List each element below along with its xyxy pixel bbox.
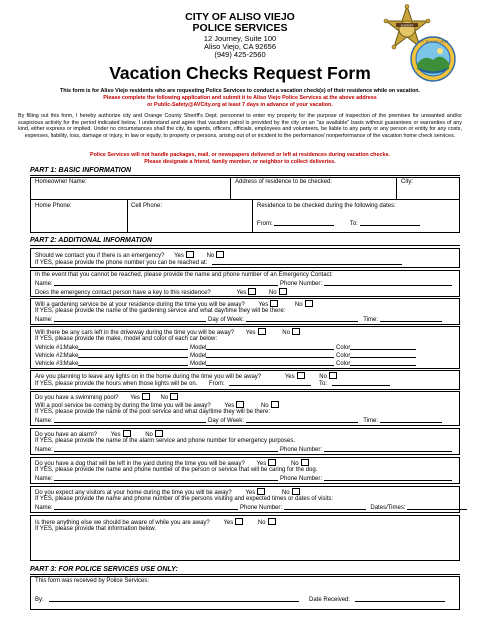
dog-name-field[interactable] — [54, 475, 278, 481]
emergency-if-yes: If YES, please provide the phone number you can be reached at: — [35, 260, 208, 266]
vehicle1-model-field[interactable] — [206, 344, 334, 350]
visitors-dates-field[interactable] — [407, 504, 467, 510]
homeowner-label: Homeowner Name: — [35, 179, 87, 185]
disclaimer: By filling out this form, I hereby authorize city and Orange County Sheriff's Dept. personnel to enter my property for the purpose of inspection of the premises for unwanted and/or suspicious activity for the period indicated below. I understand and agree that vacation patrol is provided by the city on an "as available" basis without guarantees or warranties of any kind, either express or implied. Under no circumstances shall the city, its agents, officers, officials, employees and volunteers, be liable to any party or any person or entity for any costs, expenses, liability, loss, damage or injury, in law or equity, to property or persons, arising out of or incident to the performance/ nonperformance of the vacation home check services. — [18, 113, 462, 139]
color-label: Color — [336, 353, 351, 359]
from-to-row — [257, 220, 420, 229]
contact-question: In the event that you cannot be reached, please provide the name and phone number of an Emergency Contact: — [35, 272, 333, 278]
date-received-field[interactable] — [355, 596, 445, 602]
day-of-week-label: Day of Week: — [208, 317, 244, 323]
lights-no-checkbox[interactable] — [329, 372, 337, 379]
page-title: Vacation Checks Request Form — [109, 63, 371, 83]
name-label: Name: — [35, 317, 53, 323]
day-of-week-label: Day of Week: — [208, 418, 244, 424]
else-if-yes: If YES, please provide that information below. — [35, 526, 156, 532]
to-label: To: — [319, 381, 328, 387]
emergency-phone-field[interactable] — [212, 259, 402, 265]
by-label: By: — [35, 597, 44, 603]
dog-no-checkbox[interactable] — [301, 459, 309, 466]
dates-label: Residence to be checked during the following dates: — [257, 203, 396, 209]
pool-if-yes: If YES, please provide the name of the pool service and what day/time they will be there: — [35, 409, 271, 415]
lights-yes-checkbox[interactable] — [297, 372, 305, 379]
no-label: No — [294, 302, 303, 308]
part3-heading: PART 3: FOR POLICE SERVICES USE ONLY: — [30, 566, 178, 573]
part2-rule — [30, 245, 460, 246]
contact-name-field[interactable] — [54, 280, 278, 286]
dog-yes-checkbox[interactable] — [268, 459, 276, 466]
cars-yes-checkbox[interactable] — [258, 328, 266, 335]
key-no-checkbox[interactable] — [279, 288, 287, 295]
from-label: From: — [209, 381, 225, 387]
intro-deadline: or Public-Safety@AVCity.org at least 7 days in advance of your vacation. — [147, 101, 333, 108]
alarm-no-checkbox[interactable] — [155, 430, 163, 437]
dates-times-label: Dates/Times: — [370, 505, 406, 511]
no-label: No — [260, 403, 269, 409]
time-label: Time: — [363, 317, 379, 323]
make-label: Make — [63, 353, 79, 359]
else-no-checkbox[interactable] — [268, 518, 276, 525]
color-label: Color — [336, 345, 351, 351]
visitors-if-yes: If YES, please provide the name and phone number of the persons visiting and expected times or dates of visits: — [35, 496, 334, 502]
name-label: Name: — [35, 281, 53, 287]
delivery-designate: Please designate a friend, family member, or neighbor to collect deliveries. — [144, 158, 336, 165]
garden-if-yes: If YES, please provide the name of the gardening service and what day/time they will be there: — [35, 308, 286, 314]
garden-day-field[interactable] — [246, 316, 358, 322]
phone-number-label: Phone Number: — [280, 447, 323, 453]
model-label: Model — [190, 361, 207, 367]
garden-yes-checkbox[interactable] — [270, 300, 278, 307]
cars-question: Will there be any cars left in the driveway during the time you will be away? — [35, 330, 235, 336]
pool-time-field[interactable] — [380, 417, 442, 423]
lights-to-field[interactable] — [332, 380, 390, 386]
visitors-phone-field[interactable] — [284, 504, 366, 510]
address-line-2: Aliso Viejo, CA 92656 — [204, 42, 276, 51]
no-label: No — [281, 490, 290, 496]
yes-label: Yes — [130, 395, 140, 401]
badge-word: SHERIFF — [400, 23, 414, 28]
yes-label: Yes — [224, 403, 235, 409]
lights-question: Are you planning to leave any lights on in the home during the time you will be away? — [35, 374, 262, 380]
yes-label: Yes — [258, 302, 269, 308]
emergency-no-checkbox[interactable] — [216, 251, 224, 258]
part2-heading: PART 2: ADDITIONAL INFORMATION — [30, 237, 153, 244]
garden-time-field[interactable] — [380, 316, 442, 322]
yes-label: Yes — [174, 253, 184, 259]
vehicle-label: Vehicle #1: — [35, 345, 65, 351]
vehicle2-model-field[interactable] — [206, 352, 334, 358]
model-label: Model — [190, 353, 207, 359]
visitors-question: Do you expect any visitors at your home during the time you will be away? — [35, 490, 232, 496]
home-phone-field[interactable] — [34, 211, 124, 231]
emergency-question: Should we contact you if there is an emergency? — [35, 253, 165, 259]
make-label: Make — [63, 345, 79, 351]
key-question: Does the emergency contact person have a key to this residence? — [35, 290, 211, 296]
pool-question: Do you have a swimming pool? — [35, 395, 119, 401]
pool-name-field[interactable] — [54, 417, 206, 423]
else-question: Is there anything else we should be aware of while you are away? — [35, 520, 210, 526]
vehicle2-color-field[interactable] — [350, 352, 416, 358]
dog-if-yes: If YES, please provide the name and phone number of the person or service that will be caring for the dog. — [35, 467, 318, 473]
no-label: No — [290, 461, 299, 467]
vehicle3-make-field[interactable] — [78, 360, 188, 366]
alarm-phone-field[interactable] — [324, 446, 452, 452]
dog-phone-field[interactable] — [324, 475, 452, 481]
visitors-yes-checkbox[interactable] — [257, 488, 265, 495]
vehicle3-model-field[interactable] — [206, 360, 334, 366]
cars-if-yes: If YES, please provide the make, model and color of each car below: — [35, 336, 217, 342]
yes-label: Yes — [245, 330, 256, 336]
yes-label: Yes — [245, 490, 256, 496]
city-label: City: — [401, 179, 413, 185]
dog-question: Do you have a dog that will be left in the yard during the time you will be away? — [35, 461, 245, 467]
to-label: To: — [349, 221, 358, 227]
received-label: This form was received by Police Services: — [35, 578, 150, 584]
city-field[interactable] — [400, 185, 457, 197]
pool-yes-checkbox[interactable] — [142, 393, 150, 400]
yes-label: Yes — [284, 374, 295, 380]
part3-rule — [30, 574, 460, 575]
part1-heading: PART 1: BASIC INFORMATION — [30, 167, 132, 174]
no-label: No — [206, 253, 215, 259]
address-line-1: 12 Journey, Suite 100 — [203, 34, 277, 43]
garden-question: Will a gardening service be at your residence during the time you will be away? — [35, 302, 245, 308]
no-label: No — [160, 395, 169, 401]
to-date-field[interactable] — [360, 220, 420, 226]
pool-service-no-checkbox[interactable] — [271, 401, 279, 408]
yes-label: Yes — [236, 290, 247, 296]
vehicle1-color-field[interactable] — [350, 344, 416, 350]
pool-service-yes-checkbox[interactable] — [236, 401, 244, 408]
yes-label: Yes — [110, 432, 121, 438]
model-label: Model — [190, 345, 207, 351]
vehicle-row — [35, 360, 416, 369]
garden-no-checkbox[interactable] — [305, 300, 313, 307]
phone-number-label: Phone Number: — [280, 281, 323, 287]
cars-no-checkbox[interactable] — [292, 328, 300, 335]
no-label: No — [268, 290, 277, 296]
city-name: CITY OF ALISO VIEJO — [185, 11, 295, 23]
no-label: No — [319, 374, 327, 380]
part1-rule — [30, 175, 460, 176]
vehicle-label: Vehicle #3: — [35, 361, 65, 367]
pool-day-field[interactable] — [246, 417, 358, 423]
else-yes-checkbox[interactable] — [235, 518, 243, 525]
garden-name-field[interactable] — [54, 316, 206, 322]
from-date-field[interactable] — [274, 220, 334, 226]
yes-label: Yes — [256, 461, 267, 467]
no-label: No — [257, 520, 266, 526]
lights-from-field[interactable] — [229, 380, 311, 386]
cell-phone-field[interactable] — [130, 211, 249, 231]
contact-phone-field[interactable] — [324, 280, 452, 286]
emergency-yes-checkbox[interactable] — [186, 251, 194, 258]
name-label: Name: — [35, 505, 53, 511]
no-label: No — [145, 432, 153, 438]
homeowner-field[interactable] — [34, 185, 226, 197]
from-label: From: — [257, 221, 273, 227]
other-info-field[interactable] — [34, 535, 456, 559]
visitors-name-field[interactable] — [54, 504, 238, 510]
alarm-yes-checkbox[interactable] — [123, 430, 131, 437]
pool-no-checkbox[interactable] — [170, 393, 178, 400]
name-label: Name: — [35, 447, 53, 453]
make-label: Make — [63, 361, 79, 367]
received-by-field[interactable] — [49, 596, 299, 602]
basic-info-divider — [30, 199, 460, 200]
vehicle3-color-field[interactable] — [350, 360, 416, 366]
lights-if-yes: If YES, please provide the hours when those lights will be on. — [35, 381, 198, 387]
color-label: Color — [336, 361, 351, 367]
name-label: Name: — [35, 418, 53, 424]
address-label: Address of residence to be checked: — [235, 179, 333, 185]
home-phone-label: Home Phone: — [35, 203, 72, 209]
phone-number-label: Phone Number: — [280, 476, 323, 482]
cell-phone-label: Cell Phone: — [131, 203, 163, 209]
time-label: Time: — [363, 418, 379, 424]
phone-number-label: Phone Number: — [240, 505, 283, 511]
key-yes-checkbox[interactable] — [248, 288, 256, 295]
seal-word: CITY OF ALISO VIEJO — [417, 39, 449, 44]
name-label: Name: — [35, 476, 53, 482]
address-field[interactable] — [234, 185, 392, 197]
department-name: POLICE SERVICES — [192, 22, 288, 34]
vehicle-label: Vehicle #2: — [35, 353, 65, 359]
visitors-no-checkbox[interactable] — [292, 488, 300, 495]
vehicle2-make-field[interactable] — [78, 352, 188, 358]
delivery-notice: Police Services will not handle packages, mail, or newspapers delivered or left at residences during vacation checks. — [90, 152, 390, 158]
date-received-label: Date Received: — [309, 597, 351, 603]
alarm-if-yes: If YES, please provide the name of the alarm service and phone number for emergency purposes. — [35, 438, 296, 444]
no-label: No — [282, 330, 290, 336]
intro-line: This form is for Aliso Viejo residents who are requesting Police Services to conduct a vacation check(s) of their residence while on vacation. — [59, 88, 421, 94]
phone-number: (949) 425-2560 — [214, 50, 266, 59]
vehicle1-make-field[interactable] — [78, 344, 188, 350]
alarm-name-field[interactable] — [54, 446, 278, 452]
pool-service-question: Will a pool service be coming by during the time you will be away? — [35, 403, 211, 409]
alarm-question: Do you have an alarm? — [35, 432, 98, 438]
intro-instruction: Please complete the following application and submit it to Aliso Viejo Police Services at the above address — [103, 95, 377, 101]
yes-label: Yes — [223, 520, 234, 526]
